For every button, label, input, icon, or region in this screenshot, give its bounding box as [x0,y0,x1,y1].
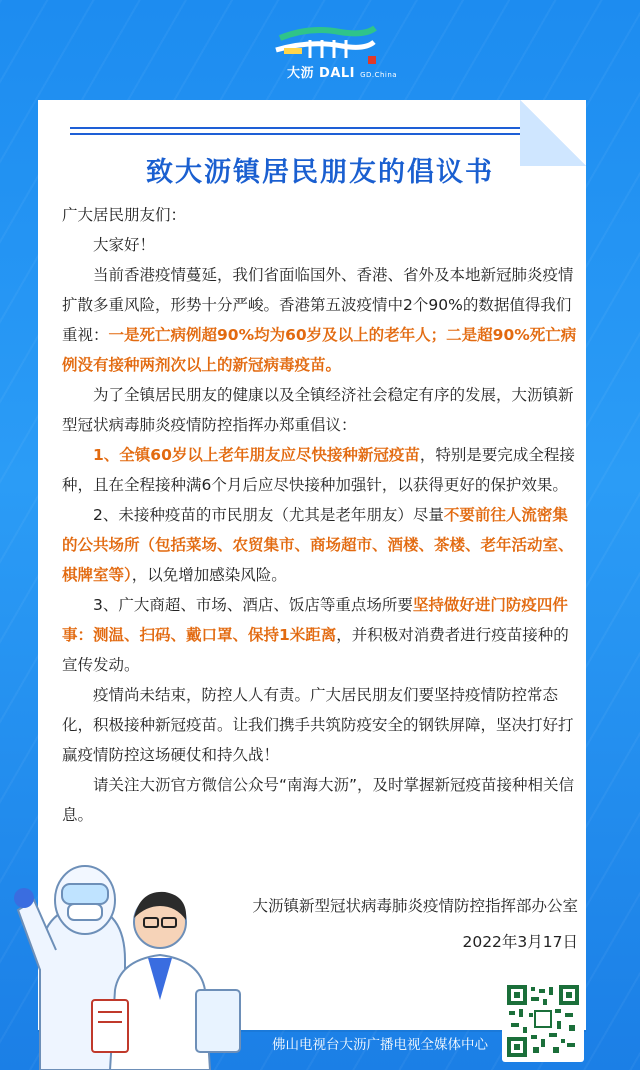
item-2-text: 2、未接种疫苗的市民朋友（尤其是老年朋友）尽量 [93,506,444,524]
item-2 [62,500,582,590]
header-rule-bottom [70,133,526,135]
letter-body [62,200,582,830]
letter-title: 致大沥镇居民朋友的倡议书 [146,157,494,188]
dali-logo [270,18,380,96]
footer-line-2: 佛山电视台大沥广播电视全媒体中心 [272,1037,488,1053]
item-2-highlight: 不要前往人流密集的公共场所（包括菜场、农贸集市、商场超市、酒楼、茶楼、老年活动室、棋牌室等） [62,506,574,584]
paragraph-3: 疫情尚未结束，防控人人有责。广大居民朋友们要坚持疫情防控常态化，积极接种新冠疫苗。让我们携手共筑防疫安全的钢铁屏障，坚决打好打赢疫情防控这场硬仗和持久战！ [62,686,574,764]
item-3 [62,590,582,680]
paragraph-4: 请关注大沥官方微信公众号“南海大沥”，及时掌握新冠疫苗接种相关信息。 [62,776,575,824]
item-1-highlight: 1、全镇60岁以上老年朋友应尽快接种新冠疫苗 [93,446,420,464]
signoff-date: 2022年3月17日 [462,933,578,951]
qr-code-pattern [507,985,579,1057]
footer-credits [272,1003,488,1059]
logo-cn: 大沥 [287,66,315,81]
item-3-highlight: 坚持做好进门防疫四件事：测温、扫码、戴口罩、保持1米距离 [62,596,568,644]
greeting: 广大居民朋友们： [62,206,187,224]
paragraph-1 [62,260,582,380]
medical-staff-illustration [0,840,260,1070]
paragraph-1-text: 当前香港疫情蔓延，我们省面临国外、香港、省外及本地新冠肺炎疫情扩散多重风险，形势十分严峻。香港第五波疫情中2个90%的数据值得我们重视： [62,266,574,344]
paragraph-2: 为了全镇居民朋友的健康以及全镇经济社会稳定有序的发展，大沥镇新型冠状病毒肺炎疫情防控指挥办郑重倡议： [62,386,574,434]
logo-en: DALI [319,66,356,81]
item-3-tail: ，并积极对消费者进行疫苗接种的宣传发动。 [62,626,569,674]
item-1-text: ，特别是要完成全程接种，且在全程接种满6个月后应尽快接种加强针，以获得更好的保护效果。 [62,446,575,494]
logo-text [287,62,397,81]
signoff-org: 大沥镇新型冠状病毒肺炎疫情防控指挥部办公室 [252,897,578,915]
item-1 [62,440,582,500]
item-3-text: 3、广大商超、市场、酒店、饭店等重点场所要 [93,596,413,614]
hello: 大家好！ [93,236,156,254]
qr-code[interactable] [502,980,584,1062]
signoff [252,888,578,960]
footer-line-1: 大沥镇卫生健康办公室 [353,1009,488,1025]
item-2-tail: ，以免增加感染风险。 [131,566,287,584]
header-rule-top [70,127,526,129]
paragraph-1-highlight: 一是死亡病例超90%均为60岁及以上的老年人；二是超90%死亡病例没有接种两剂次以上的新冠病毒疫苗。 [62,326,577,374]
logo-sub: GD.China [360,71,398,79]
